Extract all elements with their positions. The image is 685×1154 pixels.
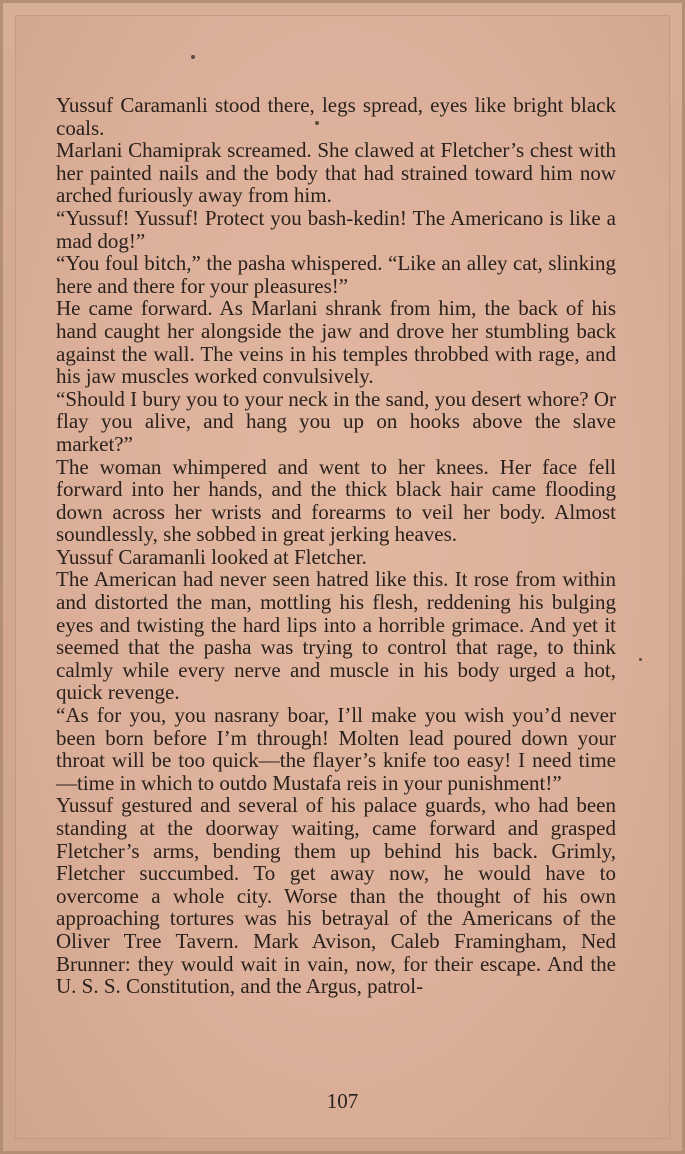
body-text — [56, 94, 616, 998]
paragraph: “As for you, you nasrany boar, I’ll make you wish you’d never been born before I’m through! Molten lead poured down your throat will be too quick—the flayer’s knife too easy! I need time—time in which to outdo Mustafa reis in your punishment!” — [56, 703, 616, 795]
ink-speck — [639, 658, 642, 661]
paragraph: The woman whimpered and went to her knees. Her face fell forward into her hands, and the thick black hair came flooding down across her wrists and forearms to veil her body. Almost soundlessly, she sobbed in great jerking heaves. — [56, 454, 616, 547]
paragraph: Yussuf Caramanli looked at Fletcher. — [56, 544, 367, 569]
paragraph: Yussuf Caramanli stood there, legs spread, eyes like bright black coals. — [56, 93, 616, 140]
page-number: 107 — [326, 1089, 359, 1113]
paragraph: Marlani Chamiprak screamed. She clawed at Fletcher’s chest with her painted nails and the body that had strained toward him now arched furiously away from him. — [56, 138, 616, 208]
paragraph: The American had never seen hatred like this. It rose from within and distorted the man, mottling his flesh, reddening his bulging eyes and twisting the hard lips into a horrible grimace. And yet it seemed that the pasha was trying to control that rage, to think calmly while every nerve and muscle in his body urged a hot, quick revenge. — [56, 567, 616, 705]
paragraph: “Yussuf! Yussuf! Protect you bash-kedin! The Americano is like a mad dog!” — [56, 205, 616, 253]
paragraph: “You foul bitch,” the pasha whispered. “Like an alley cat, slinking here and there for your pleasures!” — [56, 251, 616, 298]
paragraph: “Should I bury you to your neck in the sand, you desert whore? Or flay you alive, and hang you up on hooks above the slave market?” — [56, 386, 616, 456]
ink-speck — [191, 55, 195, 59]
paragraph: He came forward. As Marlani shrank from him, the back of his hand caught her alongside the jaw and drove her stumbling back against the wall. The veins in his temples throbbed with rage, and his jaw muscles worked convulsively. — [56, 296, 616, 389]
paragraph: Yussuf gestured and several of his palace guards, who had been standing at the doorway waiting, came forward and grasped Fletcher’s arms, bending them up behind his back. Grimly, Fletcher succumbed. To get away now, he would have to overcome a whole city. Worse than the thought of his own approaching tortures was his betrayal of the Americans of the Oliver Tree Tavern. Mark Avison, Caleb Framingham, Ned Brunner: they would wait in vain, now, for their escape. And the U. S. S. Constitution, and the Argus, patrol- — [56, 793, 616, 999]
